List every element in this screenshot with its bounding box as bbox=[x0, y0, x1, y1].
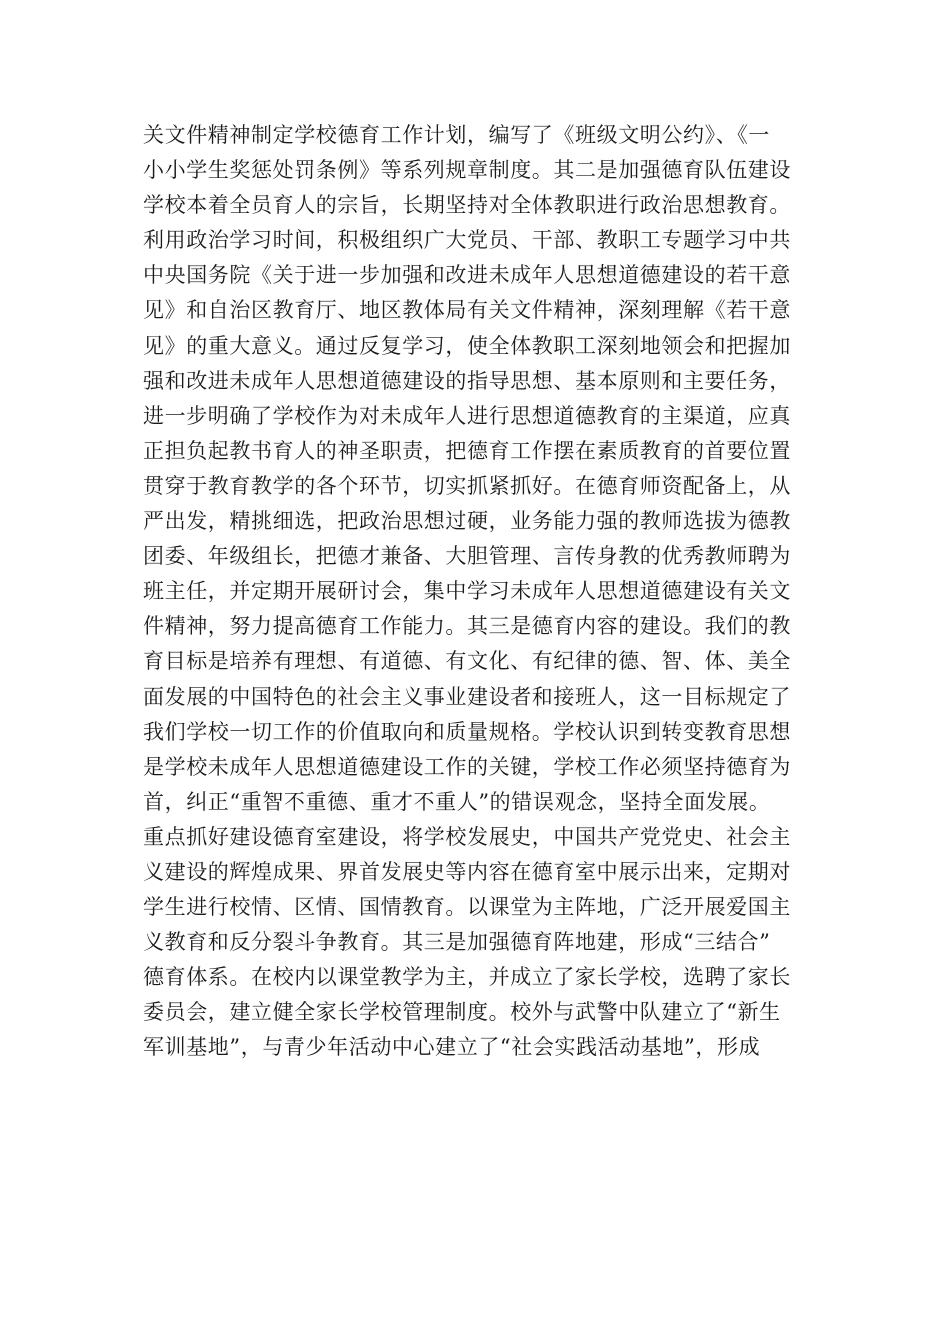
text-line: 义建设的辉煌成果、界首发展史等内容在德育室中展示出来，定期对 bbox=[143, 859, 791, 884]
text-line: 进一步明确了学校作为对未成年人进行思想道德教育的主渠道，应真 bbox=[143, 403, 791, 428]
text-line: 见》和自治区教育厅、地区教体局有关文件精神，深刻理解《若干意 bbox=[143, 298, 791, 323]
text-line: 关文件精神制定学校德育工作计划，编写了《班级文明公约》、《一 bbox=[143, 123, 770, 147]
text-line: 利用政治学习时间，积极组织广大党员、干部、教职工专题学习中共 bbox=[143, 228, 791, 253]
text-line: 军训基地”，与青少年活动中心建立了“社会实践活动基地”，形成 bbox=[143, 1035, 761, 1060]
text-line: 严出发，精挑细选，把政治思想过硬，业务能力强的教师选拔为德教 bbox=[143, 509, 791, 534]
text-line: 班主任，并定期开展研讨会，集中学习未成年人思想道德建设有关文 bbox=[143, 579, 791, 604]
text-line: 是学校未成年人思想道德建设工作的关键，学校工作必须坚持德育为 bbox=[143, 754, 791, 779]
text-line: 育目标是培养有理想、有道德、有文化、有纪律的德、智、体、美全 bbox=[143, 649, 791, 674]
text-line: 委员会，建立健全家长学校管理制度。校外与武警中队建立了“新生 bbox=[143, 1000, 781, 1025]
body-paragraph bbox=[143, 118, 833, 1066]
text-line: 贯穿于教育教学的各个环节，切实抓紧抓好。在德育师资配备上，从 bbox=[143, 473, 791, 498]
text-line: 强和改进未成年人思想道德建设的指导思想、基本原则和主要任务， bbox=[143, 368, 791, 393]
text-line: 小小学生奖惩处罚条例》等系列规章制度。其二是加强德育队伍建设 bbox=[143, 158, 791, 183]
text-line: 学校本着全员育人的宗旨，长期坚持对全体教职进行政治思想教育。 bbox=[143, 193, 791, 218]
text-line: 见》的重大意义。通过反复学习，使全体教职工深刻地领会和把握加 bbox=[143, 333, 791, 358]
text-line: 首，纠正“重智不重德、重才不重人”的错误观念，坚持全面发展。 bbox=[143, 789, 771, 814]
text-line: 德育体系。在校内以课堂教学为主，并成立了家长学校，选聘了家长 bbox=[143, 965, 791, 990]
text-line: 中央国务院《关于进一步加强和改进未成年人思想道德建设的若干意 bbox=[143, 263, 791, 288]
text-line: 义教育和反分裂斗争教育。其三是加强德育阵地建，形成“三结合” bbox=[143, 930, 771, 955]
text-line: 件精神，努力提高德育工作能力。其三是德育内容的建设。我们的教 bbox=[143, 614, 791, 639]
text-line: 学生进行校情、区情、国情教育。以课堂为主阵地，广泛开展爱国主 bbox=[143, 895, 791, 920]
text-line: 正担负起教书育人的神圣职责，把德育工作摆在素质教育的首要位置 bbox=[143, 438, 791, 463]
text-line: 团委、年级组长，把德才兼备、大胆管理、言传身教的优秀教师聘为 bbox=[143, 544, 791, 569]
text-line: 我们学校一切工作的价值取向和质量规格。学校认识到转变教育思想 bbox=[143, 719, 791, 744]
text-line: 重点抓好建设德育室建设，将学校发展史，中国共产党党史、社会主 bbox=[143, 824, 791, 849]
text-line: 面发展的中国特色的社会主义事业建设者和接班人，这一目标规定了 bbox=[143, 684, 791, 709]
